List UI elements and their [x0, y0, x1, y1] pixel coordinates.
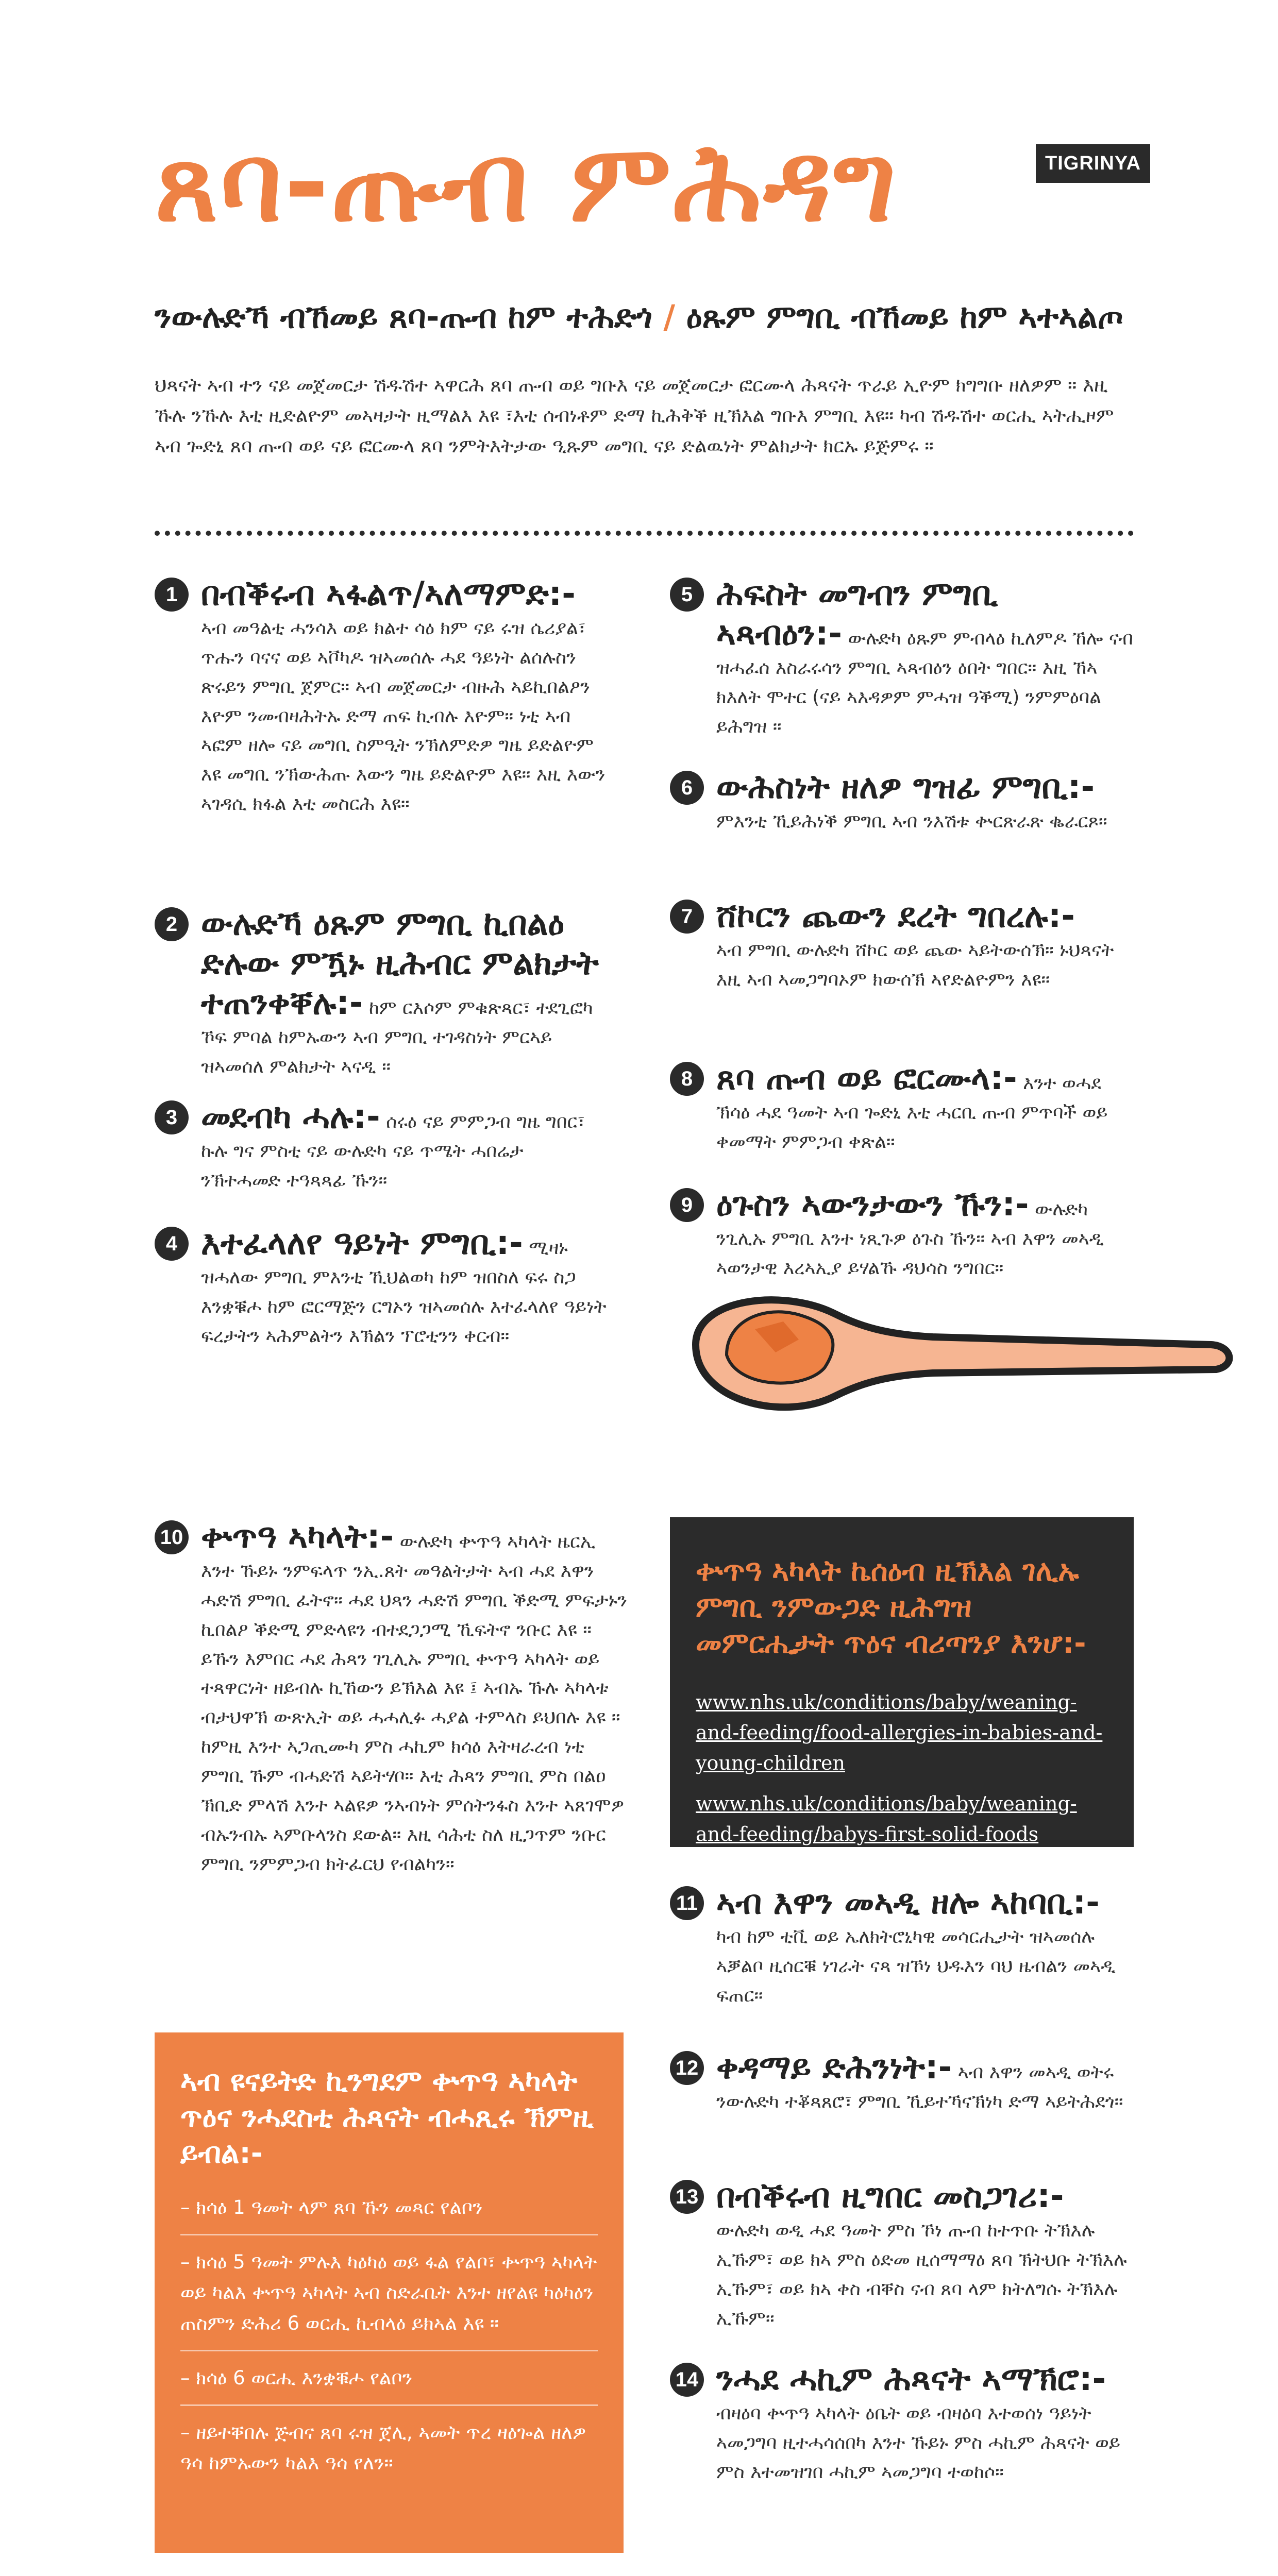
tip-body: ኣብ እዋን መኣዲ ወትሩ ንውሉድካ ተቖጻጸሮ፣ ምግቢ ኺይተኻናኽነካ ድማ ኣይትሕደጎ።	[716, 2062, 1123, 2112]
tip-item-6	[670, 768, 1134, 837]
tip-body: እንተ ወሓደ ኽሳዕ ሓደ ዓመት ኣብ ጐድኒ እቲ ሓርቢ ጡብ ምጥባች ወይ ቀመማት ምምጋብ ቀጽል።	[716, 1073, 1108, 1153]
tip-body: ኣብ ምግቢ ውሉድካ ሸኮር ወይ ጨው ኣይትውሰኽ። ኑህጻናት እዚ ኣብ ኣመጋግባኦም ክውሰኽ ኣየድልዮምን እዩ።	[716, 939, 1114, 990]
guidance-item: – ክሳዕ 1 ዓመት ላም ጸባ ኹን መጻር የልቦን	[180, 2192, 598, 2235]
page-title: ጸባ-ጡብ ምሕዳግ	[155, 120, 898, 246]
tip-number-badge: 3	[155, 1100, 189, 1134]
tip-number-badge: 9	[670, 1188, 704, 1222]
intro-paragraph: ህጻናት ኣብ ተን ናይ መጀመርታ ሽዱሽተ ኣዋርሕ ጸባ ጡብ ወይ ግቡእ ናይ መጀመርታ ፎርሙላ ሕጻናት ጥራይ ኢዮም ክግግቡ ዘለዎም ። እዚ ኹሉ ንኹሉ እቲ ዚድልዮም መኣዛታት ዚማልእ እዩ ፣እቲ ሰብነቶም ድማ ኪሕቅቕ ዚኽእል ግቡእ ምግቢ እዩ። ካብ ሽዱሽተ ወርሒ ኣትሒዞም ኣብ ጐድኒ ጸባ ጡብ ወይ ናይ ፎርሙላ ጸባ ንምትእትታው ዒጹም መግቢ ናይ ድልዉነት ምልክታት ክርኡ ይጅምሩ ።	[155, 374, 1114, 457]
tip-heading: ኣብ እዋን መኣዲ ዘሎ ኣከባቢ:-	[716, 1884, 1100, 1922]
subtitle	[155, 299, 1134, 334]
tip-item-4	[155, 1224, 608, 1351]
tip-item-10	[155, 1517, 629, 1879]
tip-heading: ዕጉስን ኣውንታውን ኹን:-	[716, 1185, 1029, 1224]
tip-number-badge: 8	[670, 1062, 704, 1096]
tip-heading: እተፈላለየ ዓይነት ምግቢ:-	[201, 1224, 523, 1262]
tip-number-badge: 4	[155, 1227, 189, 1261]
tip-number-badge: 11	[670, 1886, 704, 1920]
tip-item-11	[670, 1883, 1134, 2011]
tip-heading: ጸባ ጡብ ወይ ፎርሙላ:-	[716, 1059, 1017, 1097]
tip-heading: መደብካ ሓሉ:-	[201, 1098, 380, 1136]
tip-item-1	[155, 574, 608, 819]
tip-heading: ውሕስነት ዘለዎ ግዝፊ ምግቢ:-	[716, 768, 1095, 806]
guidance-item: – ክሳዕ 5 ዓመት ምሉእ ካዕካዕ ወይ ፋል የልቦ፣ ቍጥዓ ኣካላት ወይ ካልእ ቍጥዓ ኣካላት ኣብ ስድራቤት እንተ ዘየልዩ ካዕካዕን ጠስምን ድሕሪ 6 ወርሒ ኪብላዕ ይክኣል እዩ ።	[180, 2247, 598, 2351]
tip-number-badge: 7	[670, 900, 704, 934]
tip-item-13	[670, 2177, 1134, 2333]
nhs-link-first-foods[interactable]: www.nhs.uk/conditions/baby/weaning-and-feeding/babys-first-solid-foods	[696, 1792, 1077, 1845]
tip-body: ውሉድካ ንጊሊኡ ምግቢ እንተ ነጺጉዎ ዕጉስ ኹን። ኣብ እዋን መኣዲ ኣወንታዊ እረኣኢያ ይሃልኹ ዳህሳስ ንግበር።	[716, 1199, 1104, 1279]
nhs-link-allergies[interactable]: www.nhs.uk/conditions/baby/weaning-and-feeding/food-allergies-in-babies-and-young-children	[696, 1691, 1103, 1774]
tip-body: ውሉድካ ዕጹም ምብላዕ ኪለምዶ ኸሎ ናብ ዝሓፈሰ እስራሩሳን ምግቢ ኣጻብዕን ዕበት ግበር። እዚ ኸኣ ክእለት ሞተር (ናይ ኣእዳዎም ምሓዝ ዓቕሚ) ንምምዕባል ይሕግዝ ።	[716, 628, 1133, 737]
tip-number-badge: 1	[155, 578, 189, 612]
tip-heading: ውሉድኻ ዕጹም ምግቢ ኪበልዕ ድሉው ምዃኑ ዚሕብር ምልክታት ተጠንቀቐሉ:-	[201, 905, 599, 1022]
spoon-illustration	[665, 1267, 1242, 1437]
tip-heading: ንሓደ ሓኪም ሕጻናት ኣማኽሮ:-	[716, 2360, 1106, 2398]
tip-body: ኣብ መዓልቲ ሓንሳእ ወይ ክልተ ሳዕ ክም ናይ ሩዝ ሴሪያል፣ ጥሑን ባናና ወይ ኣቮካዶ ዝኣመሰሉ ሓደ ዓይነት ልሰሉስን ጽሩይን ምግቢ ጀምር። ኣብ መጀመርታ ብዙሕ ኣይኪበልዖን እዮም ንመብዛሕትኡ ድማ ጠፍ ኪብሉ እዮም። ነቲ ኣብ ኣፎም ዘሎ ናይ መግቢ ስምዒት ንኽለምድዎ ግዜ ይድልዮም እዩ መግቢ ንኽውሕጡ እውን ግዜ ይድልዮም እዩ። እዚ እውን ኣገዳሲ ክፋል እቲ መስርሕ እዩ።	[201, 617, 606, 815]
tip-number-badge: 12	[670, 2051, 704, 2085]
guidance-item: – ክሳዕ 6 ወርሒ እንቋቑሖ የልቦን	[180, 2363, 598, 2406]
tip-body: ብዛዕባ ቍጥዓ ኣካላት ዕቤት ወይ ብዛዕባ እተወሰነ ዓይነት ኣመጋግባ ዚተሓሳሰበካ እንተ ኹይኑ ምስ ሓኪም ሕጻናት ወይ ምስ እተመዝገበ ሓኪም ኣመጋግባ ተወከሶ።	[716, 2402, 1121, 2483]
tip-body: ከም ርእሶም ምቁጽጻር፣ ተደጊፎካ ኾፍ ምባል ከምኡውን ኣብ ምግቢ ተገዳስነት ምርኣይ ዝኣመሰለ ምልክታት ኣናዲ ።	[201, 997, 593, 1077]
tip-item-2	[155, 904, 608, 1081]
tip-heading: ሕፍስት መግብን ምግቢ ኣጻብዕን:-	[716, 575, 998, 653]
tip-body: ሚዛኑ ዝሓለው ምግቢ ምእንቲ ኺህልወካ ከም ዝበስለ ፍሩ ስጋ እንቋቑሖ ከም ፎርማጅን ርግኦን ዝኣመሰሉ እተፈላለየ ዓይነት ፍረታትን ኣሕምልትን እኽልን ፕሮቲንን ቀርብ።	[201, 1238, 607, 1347]
tip-heading: በብቕሩብ ዚግበር መስጋገሪ:-	[716, 2177, 1064, 2215]
tip-item-14	[670, 2360, 1134, 2487]
tip-body: ምእንቲ ኺይሕነቕ ምግቢ ኣብ ንእሽቱ ቍርጽራጽ ቈራርጾ።	[716, 810, 1107, 832]
tip-item-8	[670, 1059, 1134, 1157]
tip-item-3	[155, 1097, 608, 1196]
tip-body: ውሉድካ ወዲ ሓደ ዓመት ምስ ኾነ ጡብ ከተጥቡ ትኽእሉ ኢኹም፣ ወይ ክኣ ምስ ዕድመ ዚሰማማዕ ጸባ ኽትህቡ ትኽእሉ ኢኹም፣ ወይ ክኣ ቀስ ብቐስ ናብ ጸባ ላም ክትለግሱ ትኽእሉ ኢኹም።	[716, 2219, 1127, 2329]
guidance-item: – ዘይተቐበሉ ጅብና ጸባ ሩዝ ጀሊ, ኣመት ጥረ ዛዕጐል ዘለዎ ዓሳ ከምኡውን ካልእ ዓሳ የለን።	[180, 2421, 586, 2475]
tip-heading: ሸኮርን ጨውን ደረት ግበረሉ:-	[716, 897, 1075, 935]
tip-item-12	[670, 2048, 1134, 2117]
subtitle-separator: /	[652, 298, 686, 335]
dotted-divider	[155, 531, 1134, 536]
tip-heading: በብቕሩብ ኣፋልጥ/ኣለማምድ:-	[201, 575, 576, 613]
tip-body: ውሉድካ ቍጥዓ ኣካላት ዜርኢ እንተ ኹይኑ ንምፍላጥ ንኢ.ጸት መዓልትታት ኣብ ሓደ እዋን ሓድሽ ምግቢ ፈትኖ። ሓደ ህጻን ሓድሽ ምግቢ ቕድሚ ምፍታኑን ኪበልዖ ቕድሚ ምድላዩን ብተደጋጋሚ ኺፍትኖ ንቡር እዩ ። ይኹን እምበር ሓደ ሕጻን ገጊሊኡ ምግቢ ቍጥዓ ኣካላት ወይ ተጻዋርነት ዘይብሉ ኪኸውን ይኽእል እዩ ፤ ኣብኡ ኹሉ ኣካላቱ ብታህዋኽ ውጽኢት ወይ ሓሓሊፉ ሓያል ተምላስ ይህበሉ እዩ ። ከምዚ እንተ ኣጋጢሙካ ምስ ሓኪም ክሳዕ እትዛራረብ ነቲ ምግቢ ኹም ብሓድሽ ኣይትሃቦ። እቲ ሕጻን ምግቢ ምስ በልዐ ኽቢድ ምላሽ እንተ ኣልዩዎ ንኣብነት ምሰትንፋስ እንተ ኣጸገሞዎ ብኡንብኡ ኣምቡላንስ ደውል። እዚ ሳሕቲ ስለ ዚጋጥም ንቡር ምግቢ ንምምጋብ ክትፈርህ የብልካን።	[201, 1531, 627, 1875]
tip-number-badge: 14	[670, 2363, 704, 2397]
tip-body: ካብ ከም ቲቪ ወይ ኤለክትሮኒካዊ መሳርሒታት ዝኣመሰሉ ኣቓልቦ ዚሰርቑ ነገራት ናጻ ዝኾነ ህዱእን ባህ ዜብልን መኣዲ ፍጠር።	[716, 1926, 1116, 2006]
tip-item-7	[670, 896, 1134, 995]
tip-heading: ቍጥዓ ኣካላት:-	[201, 1518, 394, 1556]
uk-allergy-guidance-box	[155, 2032, 624, 2553]
resources-heading: ቍጥዓ ኣካላት ኬሰዕብ ዚኽእል ገሊኡ ምግቢ ንምውጋድ ዚሕግዝ መምርሒታት ጥዕና ብሪጣንያ እንሆ:-	[696, 1554, 1086, 1660]
guidance-heading: ኣብ ዩናይትድ ኪንግደም ቍጥዓ ኣካላት ጥዕና ንሓደስቲ ሕጻናት ብሓጺሩ ኽምዚ ይብል:-	[180, 2064, 594, 2170]
tip-body: ሰሩዕ ናይ ምምጋብ ግዜ ግበር፣ ኩሉ ግና ምስቲ ናይ ውሉድካ ናይ ጥሜት ሓበሬታ ንኽተሓመድ ተዓጻጻፊ ኹን።	[201, 1111, 585, 1191]
language-tag: TIGRINYA	[1036, 144, 1150, 183]
tip-number-badge: 10	[155, 1520, 189, 1554]
guidance-list	[180, 2192, 598, 2489]
tip-number-badge: 6	[670, 771, 704, 805]
tip-heading: ቀዳማይ ድሕንነት:-	[716, 2048, 952, 2087]
nhs-resources-box	[670, 1517, 1134, 1847]
tip-number-badge: 5	[670, 578, 704, 612]
subtitle-part-2: ዕጹም ምግቢ ብኸመይ ከም ኣተኣልጦ	[686, 298, 1123, 335]
tip-item-5	[670, 574, 1134, 741]
tip-number-badge: 2	[155, 907, 189, 941]
tip-number-badge: 13	[670, 2180, 704, 2214]
subtitle-part-1: ንውሉድኻ ብኸመይ ጸባ-ጡብ ከም ተሕድጎ	[155, 298, 652, 335]
